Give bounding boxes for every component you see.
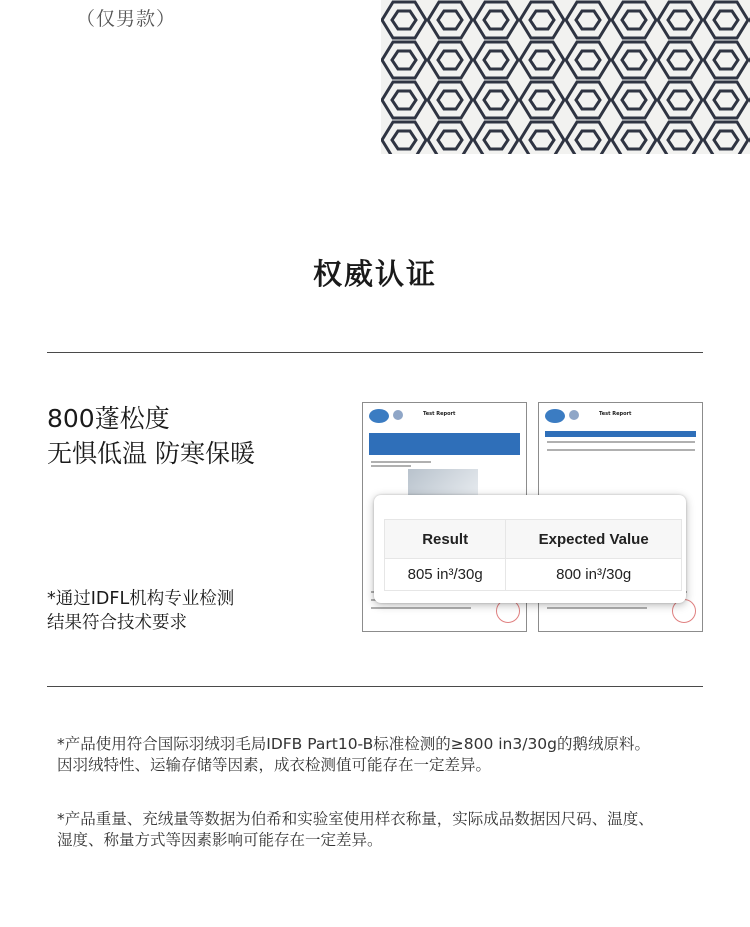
report-header-bar bbox=[545, 431, 696, 437]
certification-note bbox=[47, 587, 234, 635]
table-row bbox=[385, 559, 682, 591]
report-header-bar bbox=[369, 433, 520, 455]
footnote-line: 因羽绒特性、运输存储等因素，成衣检测值可能存在一定差异。 bbox=[57, 756, 492, 774]
idfl-logo-icon bbox=[545, 409, 565, 423]
result-table bbox=[384, 519, 682, 591]
report-text-line bbox=[547, 607, 647, 609]
footnote-line: *产品重量、充绒量等数据为伯希和实验室使用样衣称量，实际成品数据因尺码、温度、 bbox=[57, 810, 654, 828]
report-text-line bbox=[371, 461, 431, 463]
report-text-line bbox=[371, 607, 471, 609]
headline-line: 无惧低温 防寒保暖 bbox=[47, 439, 255, 468]
certification-note-line: 结果符合技术要求 bbox=[47, 613, 187, 633]
divider bbox=[47, 352, 703, 353]
result-highlight-card bbox=[374, 495, 686, 603]
section-title: 权威认证 bbox=[312, 257, 437, 291]
table-header-cell: Result bbox=[385, 520, 506, 559]
accreditation-logo-icon bbox=[393, 410, 403, 420]
footnote-line: *产品使用符合国际羽绒羽毛局IDFB Part10-B标准检测的≥800 in3/30g的鹅绒原料。 bbox=[57, 735, 651, 753]
certification-note-line: *通过IDFL机构专业检测 bbox=[47, 589, 235, 609]
divider bbox=[47, 686, 703, 687]
fabric-pattern-image bbox=[381, 0, 750, 154]
table-header-cell: Expected Value bbox=[506, 520, 682, 559]
report-text-line bbox=[547, 449, 695, 451]
top-note: （仅男款） bbox=[76, 8, 177, 30]
headline-line: 800蓬松度 bbox=[47, 404, 170, 433]
table-header-row bbox=[385, 520, 682, 559]
footnote bbox=[57, 809, 654, 851]
report-text-line bbox=[547, 441, 695, 443]
headline bbox=[47, 401, 255, 471]
table-cell: 800 in³/30g bbox=[506, 559, 682, 591]
footnote-line: 湿度、称量方式等因素影响可能存在一定差异。 bbox=[57, 831, 383, 849]
accreditation-logo-icon bbox=[569, 410, 579, 420]
report-title: Test Report bbox=[599, 411, 632, 417]
idfl-logo-icon bbox=[369, 409, 389, 423]
report-title: Test Report bbox=[423, 411, 456, 417]
table-cell: 805 in³/30g bbox=[385, 559, 506, 591]
footnote bbox=[57, 734, 650, 776]
report-text-line bbox=[371, 465, 411, 467]
